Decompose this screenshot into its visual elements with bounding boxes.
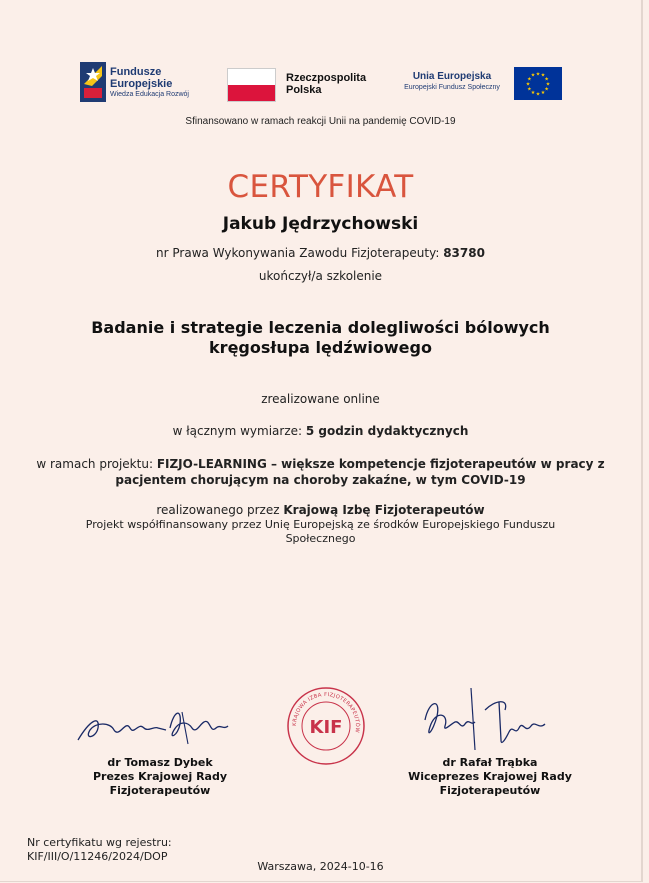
project-label: w ramach projektu: <box>36 457 153 471</box>
rp-line2: Polska <box>286 84 322 96</box>
course-title: Badanie i strategie leczenia dolegliwości bólowych kręgosłupa lędźwiowego <box>91 318 550 357</box>
registry-label: Nr certyfikatu wg rejestru: <box>27 836 172 849</box>
rzeczpospolita-logo-text <box>286 72 366 96</box>
eu-star-icon: ★ <box>525 81 531 88</box>
hours-line <box>0 424 641 438</box>
certificate-title: CERTYFIKAT <box>227 169 414 205</box>
license-label: nr Prawa Wykonywania Zawodu Fizjoterapeuty: <box>156 246 440 260</box>
mode-text: zrealizowane online <box>261 392 380 406</box>
seal-center-text: KIF <box>309 717 343 738</box>
eu-logo-text <box>396 71 508 93</box>
seal-ring-text: KRAJOWA IZBA FIZJOTERAPEUTÓW <box>291 691 361 734</box>
eu-flag-icon <box>514 67 562 100</box>
poland-flag-icon <box>227 68 276 102</box>
eu-star-icon: ★ <box>530 72 536 79</box>
ue-line1: Unia Europejska <box>412 71 492 82</box>
realized-by: Krajową Izbę Fizjoterapeutów <box>283 503 485 517</box>
signer-right-role: Wiceprezes Krajowej Rady <box>408 770 572 783</box>
realized-line <box>0 503 641 517</box>
eu-star-icon: ★ <box>527 86 532 93</box>
fe-line3: Wiedza Edukacja Rozwój <box>110 91 189 98</box>
signer-right-org: Fizjoterapeutów <box>439 784 541 797</box>
realized-label: realizowanego przez <box>156 503 280 517</box>
project-line <box>28 456 613 488</box>
fe-line2: Europejskie <box>110 78 173 90</box>
logo-bar <box>78 60 568 106</box>
eu-star-icon: ★ <box>544 86 549 93</box>
signer-left-name: dr Tomasz Dybek <box>107 756 213 769</box>
hours-value: 5 godzin dydaktycznych <box>305 424 469 438</box>
signature-right-icon <box>415 680 560 760</box>
cofinancing-text: Projekt współfinansowany przez Unię Europejską ze środków Europejskiego Funduszu Społecznego <box>85 518 556 545</box>
signer-left <box>60 756 260 798</box>
eu-star-icon: ★ <box>545 81 551 88</box>
ue-line2: Europejski Fundusz Społeczny <box>404 84 500 91</box>
fundusze-europejskie-logo <box>78 60 208 104</box>
eu-star-icon: ★ <box>540 89 546 96</box>
license-number: 83780 <box>443 246 485 260</box>
signer-left-org: Fizjoterapeutów <box>109 784 211 797</box>
eu-star-icon: ★ <box>535 91 541 98</box>
eu-star-icon: ★ <box>530 89 536 96</box>
eu-star-icon: ★ <box>540 72 546 79</box>
funding-note: Sfinansowano w ramach reakcji Unii na pandemię COVID-19 <box>185 116 456 127</box>
signer-right <box>390 756 590 798</box>
fe-line1: Fundusze <box>110 66 162 78</box>
eu-star-icon: ★ <box>544 76 549 83</box>
license-line <box>0 246 641 260</box>
registry-number: KIF/III/O/11246/2024/DOP <box>27 850 168 863</box>
recipient-name: Jakub Jędrzychowski <box>222 214 419 234</box>
signer-left-role: Prezes Krajowej Rady <box>92 770 228 783</box>
eu-star-icon: ★ <box>527 76 532 83</box>
completed-text: ukończył/a szkolenie <box>258 269 383 283</box>
place-date: Warszawa, 2024-10-16 <box>257 860 384 873</box>
fe-star-icon <box>80 62 106 102</box>
rp-line1: Rzeczpospolita <box>286 72 367 84</box>
fe-text <box>110 66 189 100</box>
hours-label: w łącznym wymiarze: <box>172 424 303 438</box>
signer-right-name: dr Rafał Trąbka <box>442 756 538 769</box>
project-name: FIZJO-LEARNING – większe kompetencje fizjoterapeutów w pracy z pacjentem chorującym na choroby zakaźne, w tym COVID-19 <box>115 457 605 487</box>
signature-left-icon <box>70 700 240 750</box>
eu-star-icon: ★ <box>535 71 541 78</box>
kif-seal-icon <box>286 686 366 766</box>
